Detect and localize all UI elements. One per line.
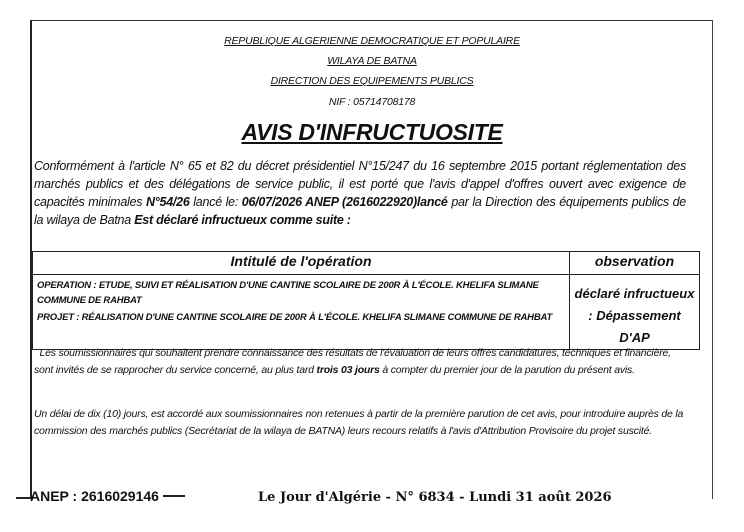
paragraph1-text-1: Les soumissionnaires qui souhaitent prendre connaissance des résultats de l'évaluation de leurs offres candidatures, techniques et financière, sont invités de se rapprocher du service concerné, au plus tard: [34, 347, 671, 376]
operation-header: Intitulé de l'opération: [33, 252, 570, 275]
header-wilaya: WILAYA DE BATNA: [327, 55, 417, 67]
observation-header: observation: [570, 252, 700, 275]
footer-rule-left: [16, 497, 30, 499]
intro-text-1: Conformément à l'article N° 65 et 82 du décret présidentiel N°15/247 du 16 septembre 2015 portant réglementation des marchés publics et des délégations de service public, il est porté que l'avis d'appel d'offres ouvert avec exigence de capacités minimales: [34, 159, 686, 209]
intro-paragraph: [34, 157, 686, 229]
anep-number: ANEP : 2616029146: [30, 488, 159, 504]
header-nif: NIF : 05714708178: [328, 96, 416, 108]
notice-title: AVIS D'INFRUCTUOSITE: [241, 119, 503, 145]
paragraph1-deadline: trois 03 jours: [316, 364, 380, 376]
anep-reference: [30, 488, 185, 504]
footer-rule-right: [163, 495, 185, 497]
intro-declared: Est déclaré infructueux comme suite :: [134, 213, 351, 227]
paragraph1-text-2: à compter du premier jour de la parution du présent avis.: [379, 364, 635, 376]
intro-date: 06/07/2026 ANEP (2616022920)lancé: [241, 195, 448, 209]
header-direction: DIRECTION DES EQUIPEMENTS PUBLICS: [270, 75, 474, 87]
operation-cell: [33, 275, 570, 350]
observation-status: déclaré infructueux: [574, 286, 695, 301]
publication-line: Le Jour d'Algérie - N° 6834 - Lundi 31 août 2026: [258, 490, 612, 505]
intro-text-3: par la Direction des équipements publics de la wilaya de Batna: [34, 195, 686, 227]
paragraph-recours: Un délai de dix (10) jours, est accordé aux soumissionnaires non retenues à partir de la première parution de cet avis, pour introduire auprès de la commission des marchés publics (Secrétariat de la wilaya de BATNA) leurs recours relatifs à l'avis d'Attribution Provisoire du projet suscité.: [34, 408, 684, 437]
intro-number: N°54/26: [146, 195, 190, 209]
observation-reason: : Dépassement D'AP: [588, 308, 681, 345]
paragraph-consultation: [34, 345, 686, 379]
observation-cell: [570, 275, 700, 350]
intro-text-2: lancé le:: [189, 195, 242, 209]
operation-table: [32, 251, 700, 350]
header-republic: REPUBLIQUE ALGERIENNE DEMOCRATIQUE ET POPULAIRE: [224, 35, 520, 47]
projet-text: PROJET : RÉALISATION D'UNE CANTINE SCOLAIRE DE 200R À L'ÉCOLE. KHELIFA SLIMANE COMMUNE DE RAHBAT: [37, 312, 553, 323]
operation-text: OPERATION : ETUDE, SUIVI ET RÉALISATION D'UNE CANTINE SCOLAIRE DE 200R À L'ÉCOLE. KHELIFA SLIMANE COMMUNE DE RAHBAT: [37, 280, 539, 306]
